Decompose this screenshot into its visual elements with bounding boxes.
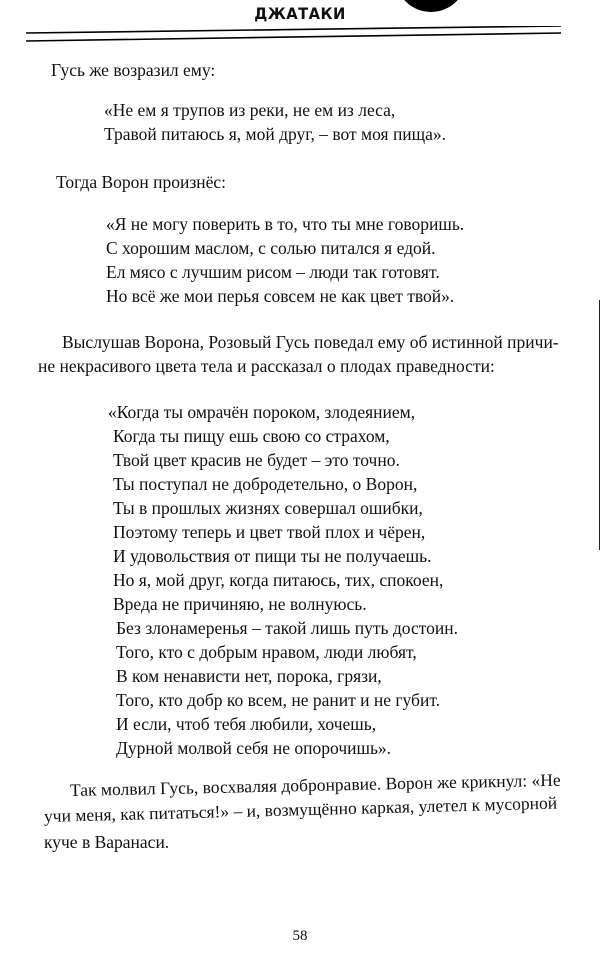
verse-line: В ком ненависти нет, порока, грязи, [116, 666, 382, 686]
verse-line: Того, кто добр ко всем, не ранит и не губит. [116, 690, 441, 710]
verse-line: Но всё же мои перья совсем не как цвет твой». [106, 286, 455, 306]
verse-line: Без злонамеренья – такой лишь путь достоин. [116, 618, 459, 638]
verse-line: Ты поступал не добродетельно, о Ворон, [113, 474, 418, 494]
header-double-rule [26, 26, 586, 46]
verse-line: И удовольствия от пищи ты не получаешь. [113, 546, 432, 566]
paragraph-line: куче в Варанаси. [44, 832, 170, 852]
paragraph-line: Выслушав Ворона, Розовый Гусь поведал ему об истинной причи- [62, 332, 559, 352]
paragraph-line: не некрасивого цвета тела и рассказал о плодах праведности: [38, 356, 495, 376]
verse-line: Ты в прошлых жизнях совершал ошибки, [113, 498, 423, 518]
running-head-title: ДЖАТАКИ [254, 4, 346, 23]
verse-line: С хорошим маслом, с солью питался я едой. [106, 238, 436, 258]
verse-line: Поэтому теперь и цвет твой плох и чёрен, [113, 522, 426, 542]
page-number: 58 [292, 928, 308, 944]
verse-line: «Не ем я трупов из реки, не ем из леса, [104, 100, 396, 120]
verse-line: «Я не могу поверить в то, что ты мне говоришь. [106, 214, 465, 234]
verse-line: Того, кто с добрым нравом, люди любят, [116, 642, 417, 662]
verse-line: Дурной молвой себя не опорочишь». [116, 738, 392, 758]
verse-line: Когда ты пищу ешь свою со страхом, [113, 426, 390, 446]
verse-line: Вреда не причиняю, не волнуюсь. [113, 594, 367, 614]
verse-line: Ел мясо с лучшим рисом – люди так готовят. [106, 262, 440, 282]
verse-line: Но я, мой друг, когда питаюсь, тих, спокоен, [113, 570, 444, 590]
verse-line: И если, чтоб тебя любили, хочешь, [116, 714, 377, 734]
paragraph: Тогда Ворон произнёс: [56, 172, 227, 192]
paragraph: Гусь же возразил ему: [51, 60, 216, 80]
paragraph-line: Так молвил Гусь, восхваляя добронравие. Ворон же крикнул: «Не [69, 769, 561, 800]
verse-line: Твой цвет красив не будет – это точно. [113, 450, 400, 470]
verse-line: Травой питаюсь я, мой друг, – вот моя пища». [104, 124, 447, 144]
paragraph-line: учи меня, как питаться!» – и, возмущённо каркая, улетел к мусорной [43, 792, 558, 826]
verse-line: «Когда ты омрачён пороком, злодеянием, [108, 402, 416, 422]
